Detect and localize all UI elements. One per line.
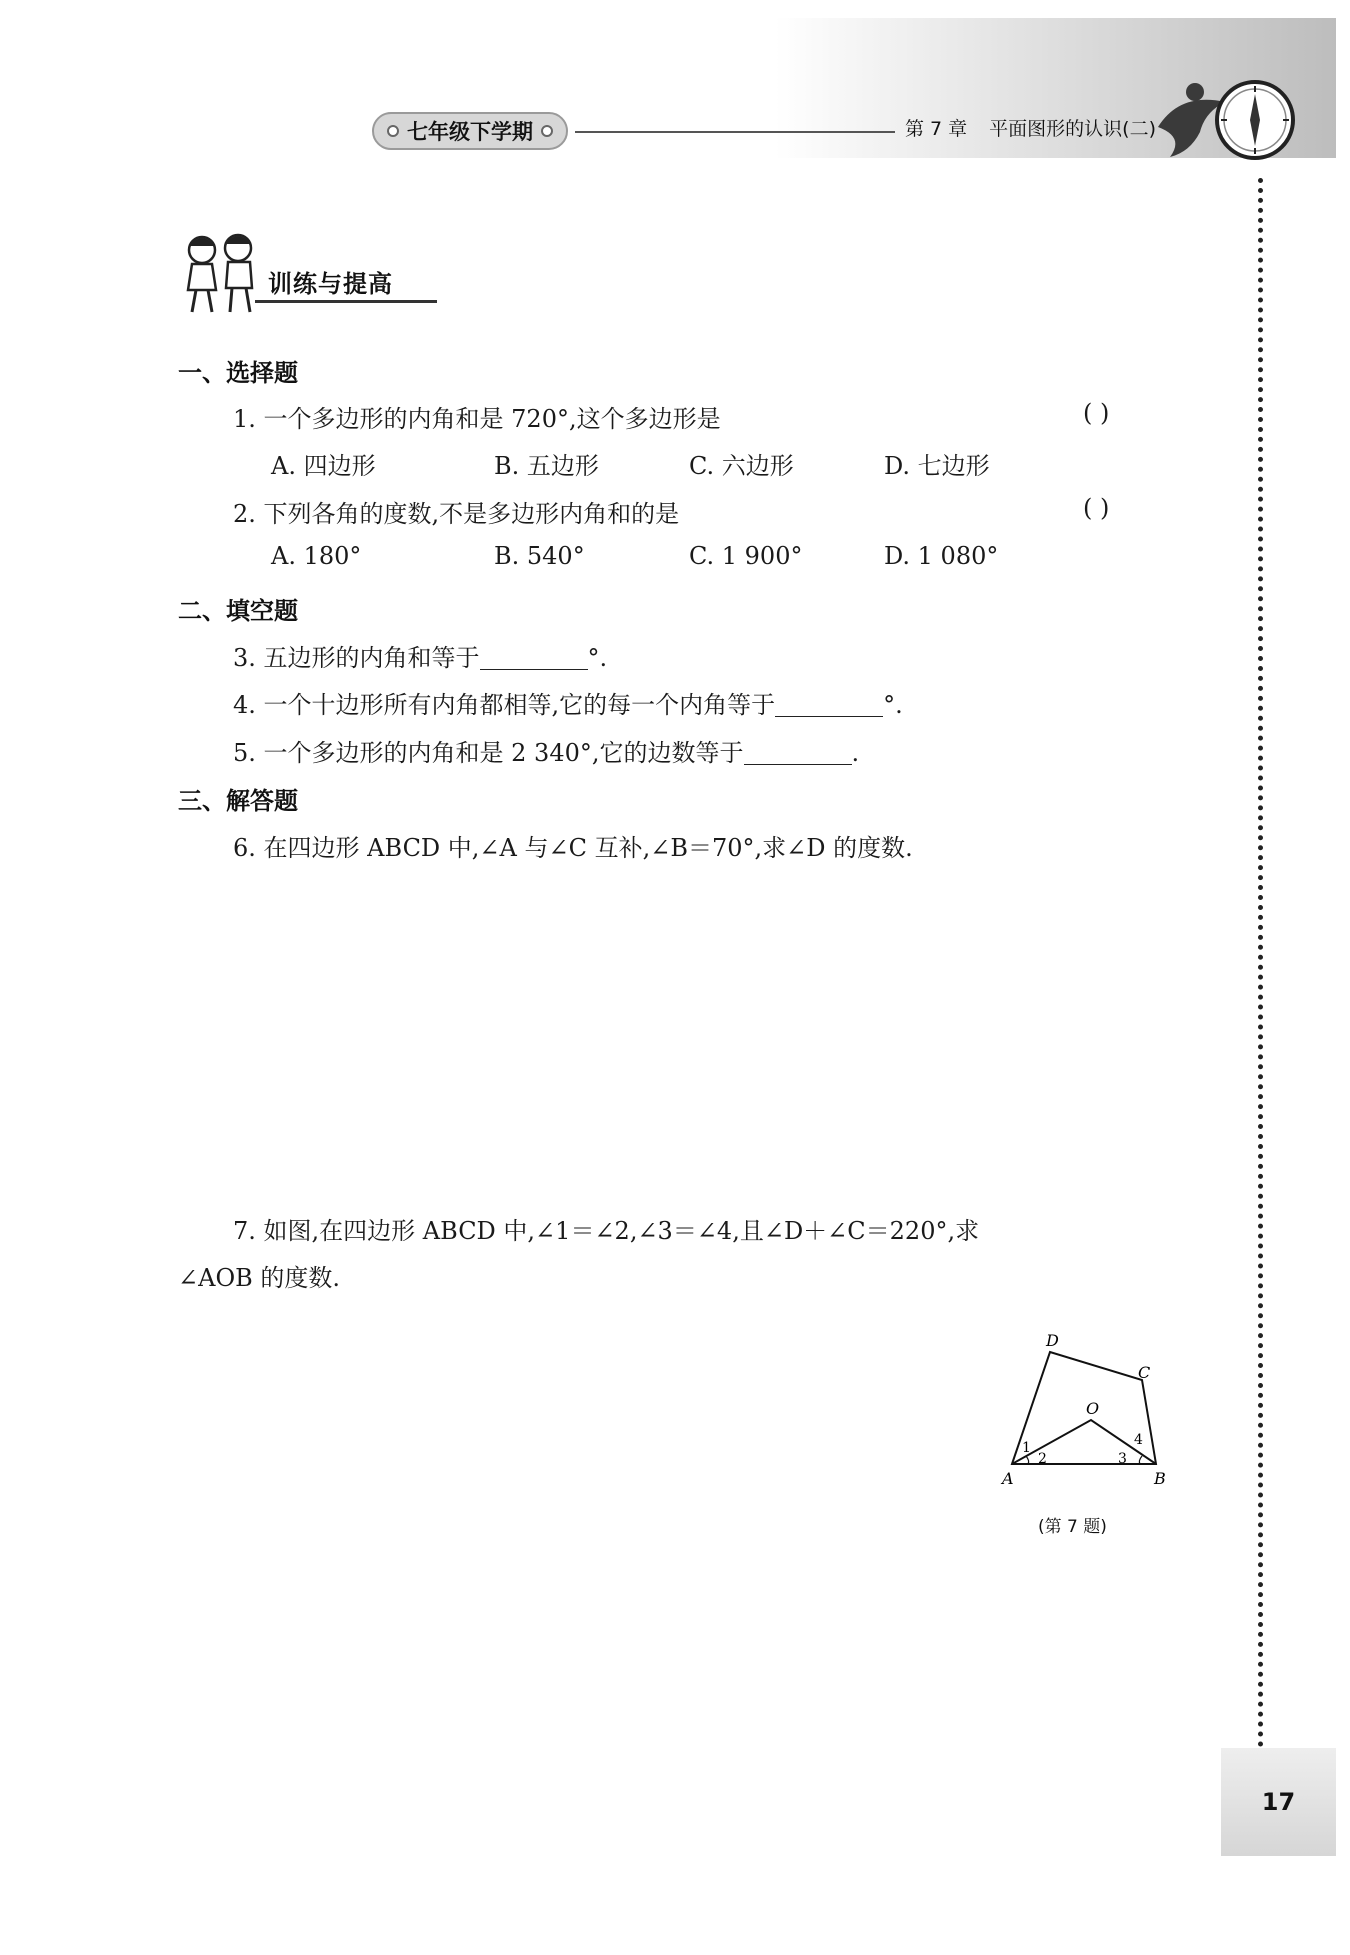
- chapter-number: 第 7 章: [905, 118, 968, 140]
- page-number-box: [1221, 1748, 1336, 1856]
- quadrilateral-figure: [996, 1330, 1176, 1490]
- question-5: [233, 733, 859, 768]
- figure-caption: (第 7 题): [1038, 1517, 1107, 1537]
- q1-option-d: D. 七边形: [884, 452, 990, 480]
- angle-label-2: 2: [1038, 1451, 1047, 1467]
- angle-label-4: 4: [1134, 1432, 1143, 1448]
- question-4: [233, 685, 903, 720]
- vertex-label-a: A: [1002, 1469, 1014, 1488]
- vertex-label-c: C: [1138, 1363, 1151, 1382]
- chapter-heading: [905, 114, 1178, 141]
- q4-answer-blank[interactable]: [775, 694, 883, 717]
- question-7-line-1: 7. 如图,在四边形 ABCD 中,∠1＝∠2,∠3＝∠4,且∠D＋∠C＝220°,求: [233, 1217, 980, 1245]
- grade-badge: [372, 112, 568, 150]
- q2-option-d: D. 1 080°: [884, 542, 999, 570]
- q2-option-c: C. 1 900°: [689, 542, 803, 570]
- pill-dot-icon: [387, 125, 399, 137]
- q2-option-a: A. 180°: [271, 542, 362, 570]
- q1-option-c: C. 六边形: [689, 452, 794, 480]
- q4-text: 4. 一个十边形所有内角都相等,它的每一个内角等于: [233, 691, 776, 719]
- angle-label-1: 1: [1022, 1440, 1031, 1456]
- kids-illustration-icon: [172, 228, 282, 318]
- section-heading-choice: 一、选择题: [178, 359, 298, 387]
- runner-compass-icon: [1150, 72, 1300, 172]
- section-heading-solve: 三、解答题: [178, 787, 298, 815]
- vertex-label-b: B: [1154, 1469, 1166, 1488]
- grade-label: 七年级下学期: [407, 120, 533, 144]
- header-divider: [575, 131, 895, 133]
- angle-label-3: 3: [1118, 1451, 1127, 1467]
- q3-suffix: °.: [587, 644, 608, 672]
- q5-text: 5. 一个多边形的内角和是 2 340°,它的边数等于: [233, 739, 744, 767]
- vertex-label-o: O: [1086, 1399, 1100, 1418]
- q5-answer-blank[interactable]: [744, 742, 852, 765]
- q2-option-b: B. 540°: [494, 542, 585, 570]
- banner-underline: [255, 300, 437, 303]
- pill-dot-icon: [541, 125, 553, 137]
- section-heading-fill: 二、填空题: [178, 597, 298, 625]
- q5-suffix: .: [851, 739, 860, 767]
- question-2: 2. 下列各角的度数,不是多边形内角和的是: [233, 500, 680, 528]
- vertex-label-d: D: [1046, 1331, 1059, 1350]
- page-number: 17: [1261, 1788, 1296, 1816]
- question-3: [233, 638, 607, 673]
- section-banner-title: 训练与提高: [268, 270, 393, 298]
- q3-answer-blank[interactable]: [480, 647, 588, 670]
- question-1: 1. 一个多边形的内角和是 720°,这个多边形是: [233, 405, 721, 433]
- q1-option-b: B. 五边形: [494, 452, 599, 480]
- margin-dotted-rule: [1258, 178, 1263, 1758]
- chapter-title: 平面图形的认识(二): [989, 118, 1156, 140]
- answer-paren-2: ( ): [1083, 494, 1110, 522]
- question-7-line-2: ∠AOB 的度数.: [178, 1264, 341, 1292]
- q4-suffix: °.: [883, 691, 903, 719]
- question-6: 6. 在四边形 ABCD 中,∠A 与∠C 互补,∠B＝70°,求∠D 的度数.: [233, 834, 913, 862]
- answer-paren-1: ( ): [1083, 399, 1110, 427]
- q3-text: 3. 五边形的内角和等于: [233, 644, 480, 672]
- q1-option-a: A. 四边形: [271, 452, 376, 480]
